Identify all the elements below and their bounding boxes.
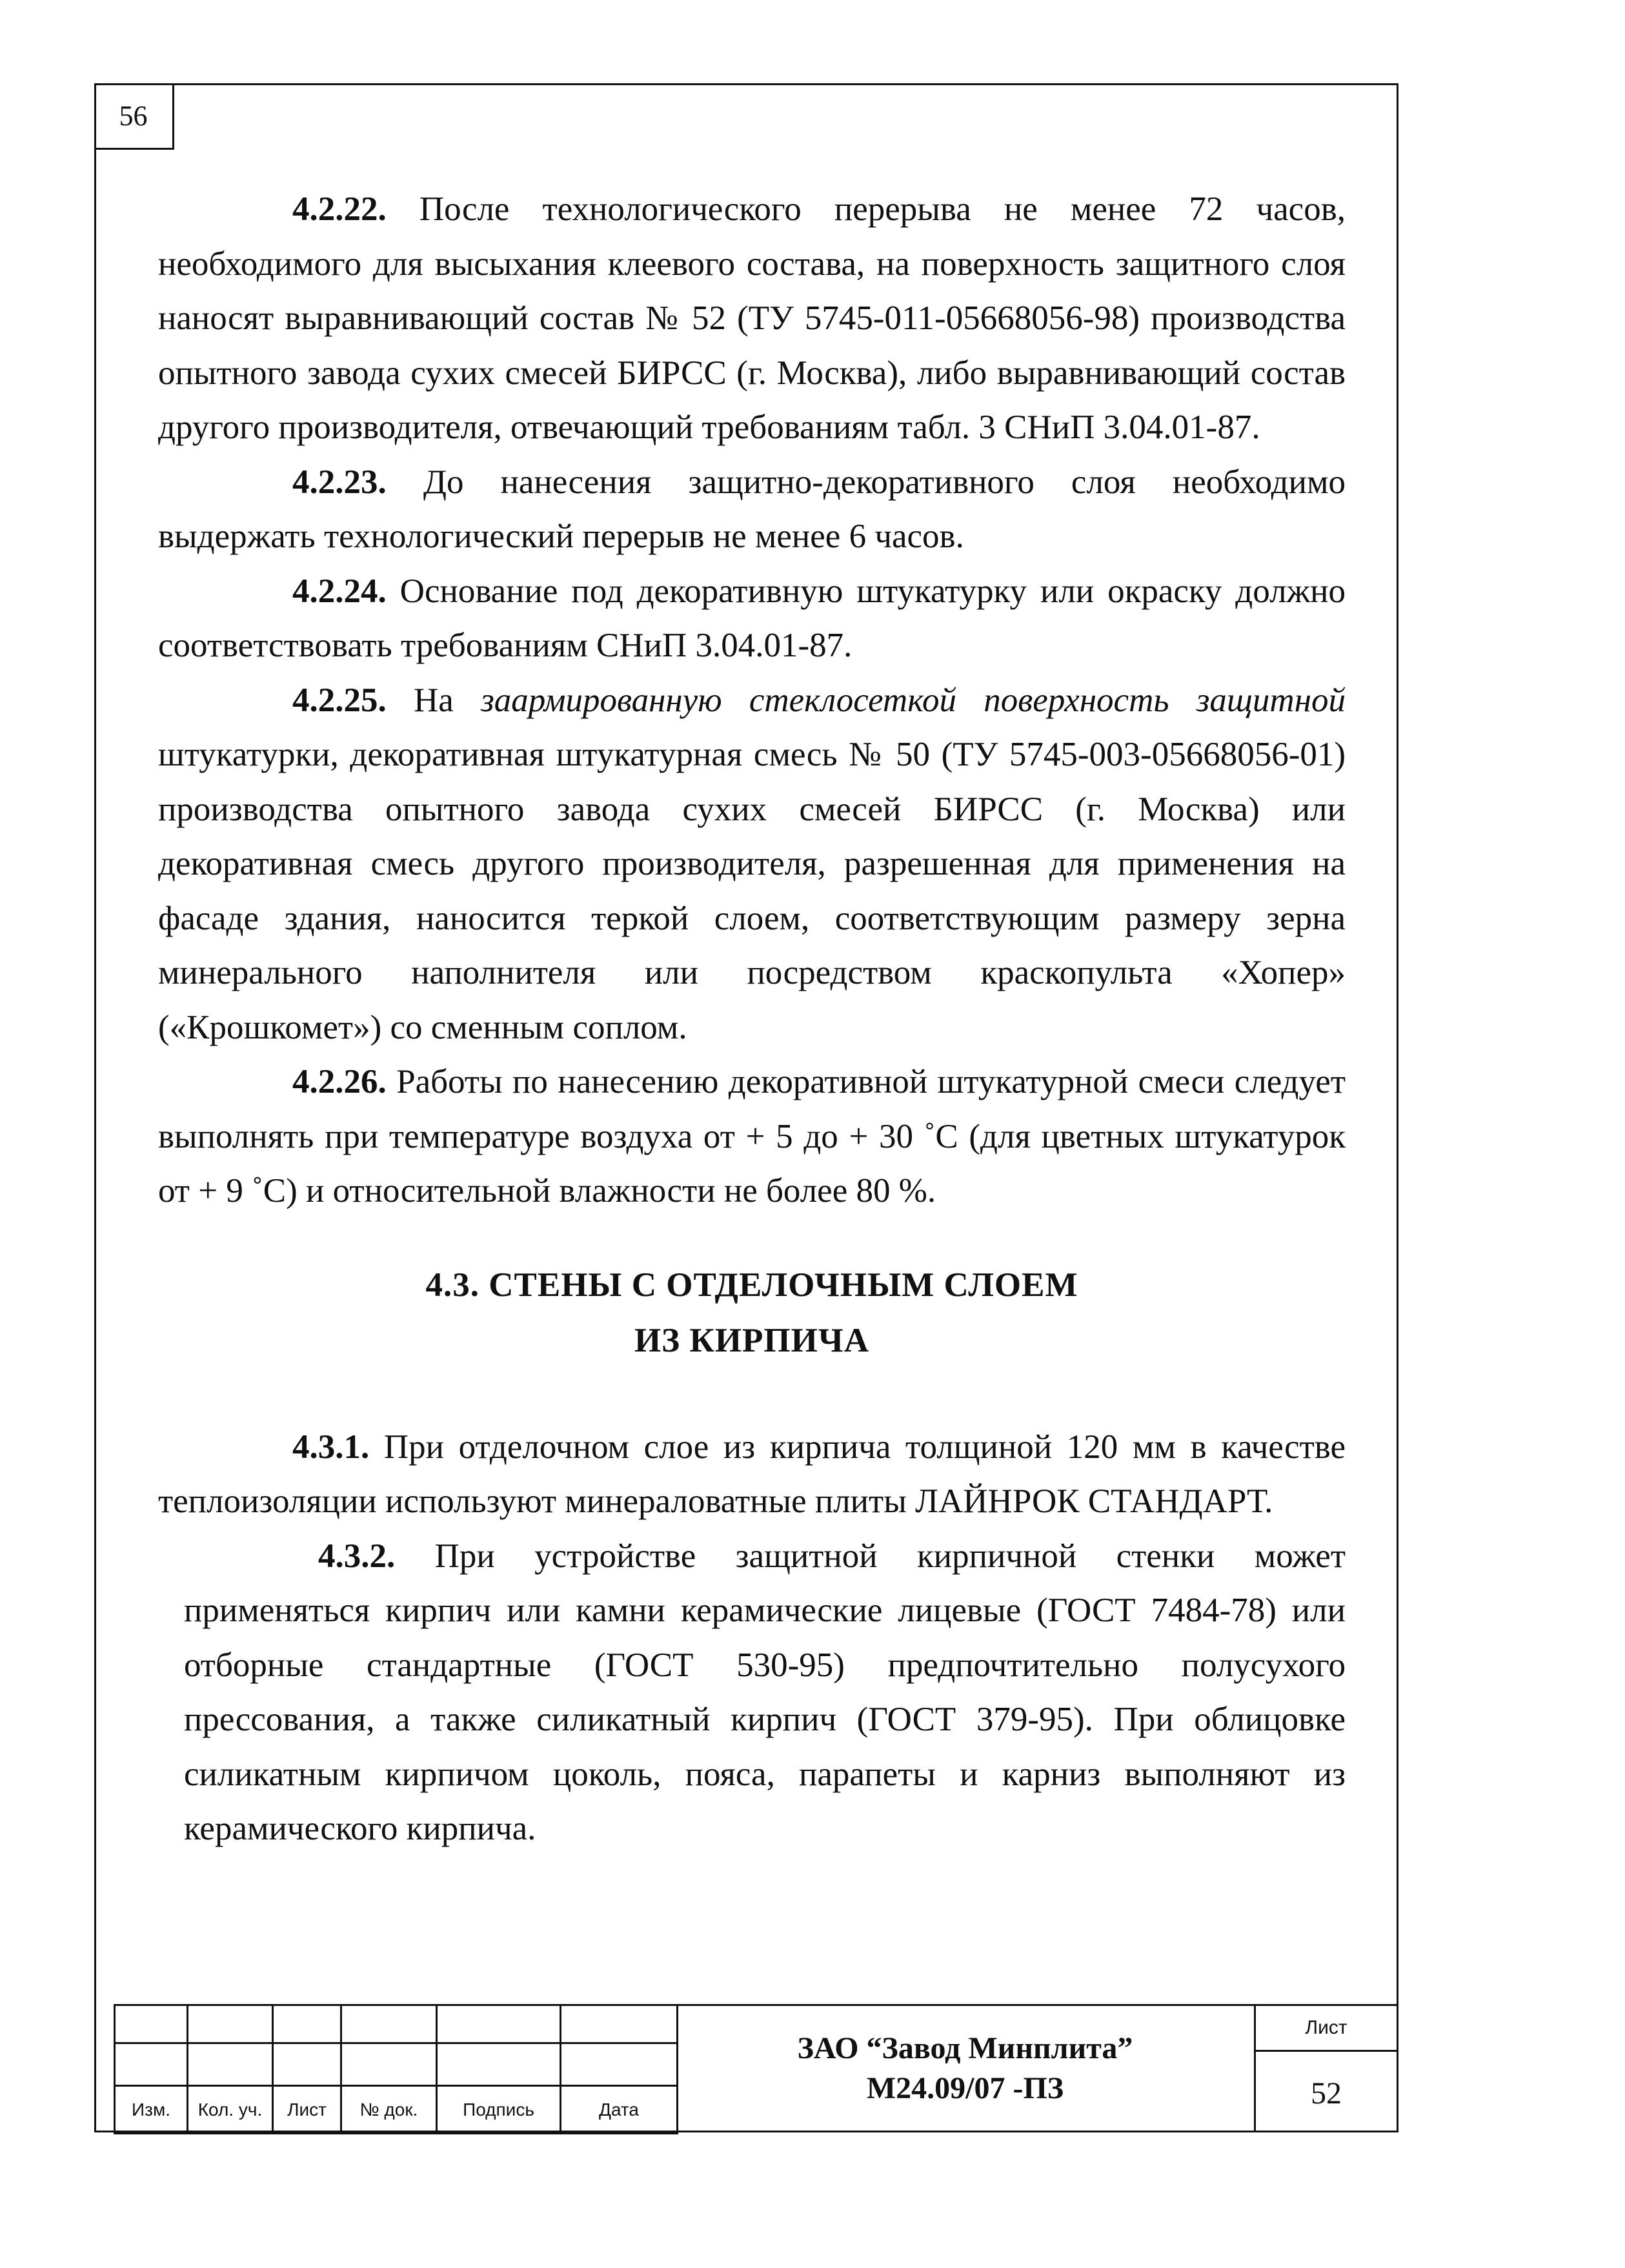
- section-heading-line-1: 4.3. СТЕНЫ С ОТДЕЛОЧНЫМ СЛОЕМ: [425, 1266, 1078, 1304]
- column-header-count: Кол. уч.: [188, 2086, 273, 2134]
- revision-cell: [188, 2043, 273, 2086]
- paragraph-number: 4.2.25.: [292, 681, 387, 719]
- paragraph-text: Основание под декоративную штукатурку или окраску должно соответствовать требованиям СНиП 3.04.01-87.: [158, 572, 1346, 664]
- organization-cell: [676, 2004, 1256, 2132]
- column-header-doc-number: № док.: [341, 2086, 437, 2134]
- paragraph-4-2-26: [158, 1055, 1346, 1219]
- column-header-sheet: Лист: [273, 2086, 341, 2134]
- title-block: [114, 2004, 1398, 2132]
- column-header-date: Дата: [561, 2086, 678, 2134]
- organization-name: ЗАО “Завод Минплита”: [797, 2030, 1133, 2065]
- paragraph-text: До нанесения защитно-декоративного слоя необходимо выдержать технологический перерыв не менее 6 часов.: [158, 463, 1346, 555]
- paragraph-4-2-22: [158, 182, 1346, 455]
- revision-cell: [273, 2005, 341, 2043]
- paragraph-number: 4.2.22.: [292, 190, 387, 228]
- paragraph-text: После технологического перерыва не менее 72 часов, необходимого для высыхания клеевого состава, на поверхность защитного слоя наносят выравнивающий состав № 52 (ТУ 5745-011-05668056-98) производства опытного завода сухих смесей БИРСС (г. Москва), либо выравнивающий состав другого производителя, отвечающий требованиям табл. 3 СНиП 3.04.01-87.: [158, 190, 1346, 446]
- paragraph-text: штукатурки, декоративная штукатурная смесь № 50 (ТУ 5745-003-05668056-01) производства опытного завода сухих смесей БИРСС (г. Москва) или декоративная смесь другого производителя, разрешенная для применения на фасаде здания, наносится теркой слоем, соответствующим размеру зерна минерального наполнителя или посредством краскопульта «Хопер» («Крошкомет») со сменным соплом.: [158, 736, 1346, 1046]
- document-body: [158, 182, 1346, 1856]
- sheet-number: 52: [1311, 2076, 1342, 2111]
- paragraph-text: При устройстве защитной кирпичной стенки может применяться кирпич или камни керамические лицевые (ГОСТ 7484-78) или отборные стандартные (ГОСТ 530-95) предпочтительно полусухого прессования, а также силикатный кирпич (ГОСТ 379-95). При облицовке силикатным кирпичом цоколь, пояса, парапеты и карниз выполняют из керамического кирпича.: [184, 1537, 1346, 1847]
- paragraph-text: Работы по нанесению декоративной штукатурной смеси следует выполнять при температуре воздуха от + 5 до + 30 ˚С (для цветных штукатурок от + 9 ˚С) и относительной влажности не более 80 %.: [158, 1063, 1346, 1210]
- revision-cell: [273, 2043, 341, 2086]
- revision-cell: [188, 2005, 273, 2043]
- paragraph-4-2-24: [158, 564, 1346, 673]
- revision-cell: [437, 2005, 561, 2043]
- revision-cell: [115, 2005, 188, 2043]
- paragraph-4-3-2: [184, 1529, 1346, 1856]
- revision-cell: [341, 2043, 437, 2086]
- paragraph-text: При отделочном слое из кирпича толщиной 120 мм в качестве теплоизоляции используют минераловатные плиты ЛАЙНРОК СТАНДАРТ.: [158, 1428, 1346, 1520]
- paragraph-text: На: [386, 681, 481, 719]
- page-number: 56: [94, 83, 174, 150]
- revision-cell: [561, 2043, 678, 2086]
- paragraph-4-2-23: [158, 455, 1346, 564]
- paragraph-italic-text: заармированную стеклосеткой поверхность защитной: [481, 681, 1346, 719]
- document-code: М24.09/07 -ПЗ: [866, 2071, 1064, 2105]
- revision-table: [114, 2004, 678, 2134]
- paragraph-number: 4.3.2.: [318, 1537, 396, 1575]
- revision-cell: [437, 2043, 561, 2086]
- revision-cell: [115, 2043, 188, 2086]
- paragraph-number: 4.2.23.: [292, 463, 387, 501]
- paragraph-number: 4.3.1.: [292, 1428, 370, 1466]
- column-header-signature: Подпись: [437, 2086, 561, 2134]
- sheet-cell: [1256, 2004, 1398, 2132]
- paragraph-4-2-25: [158, 673, 1346, 1055]
- column-header-change: Изм.: [115, 2086, 188, 2134]
- revision-cell: [561, 2005, 678, 2043]
- section-heading-line-2: ИЗ КИРПИЧА: [634, 1321, 870, 1359]
- revision-cell: [341, 2005, 437, 2043]
- sheet-label: Лист: [1256, 2006, 1397, 2052]
- paragraph-number: 4.2.24.: [292, 572, 387, 610]
- paragraph-4-3-1: [158, 1420, 1346, 1529]
- paragraph-number: 4.2.26.: [292, 1063, 387, 1100]
